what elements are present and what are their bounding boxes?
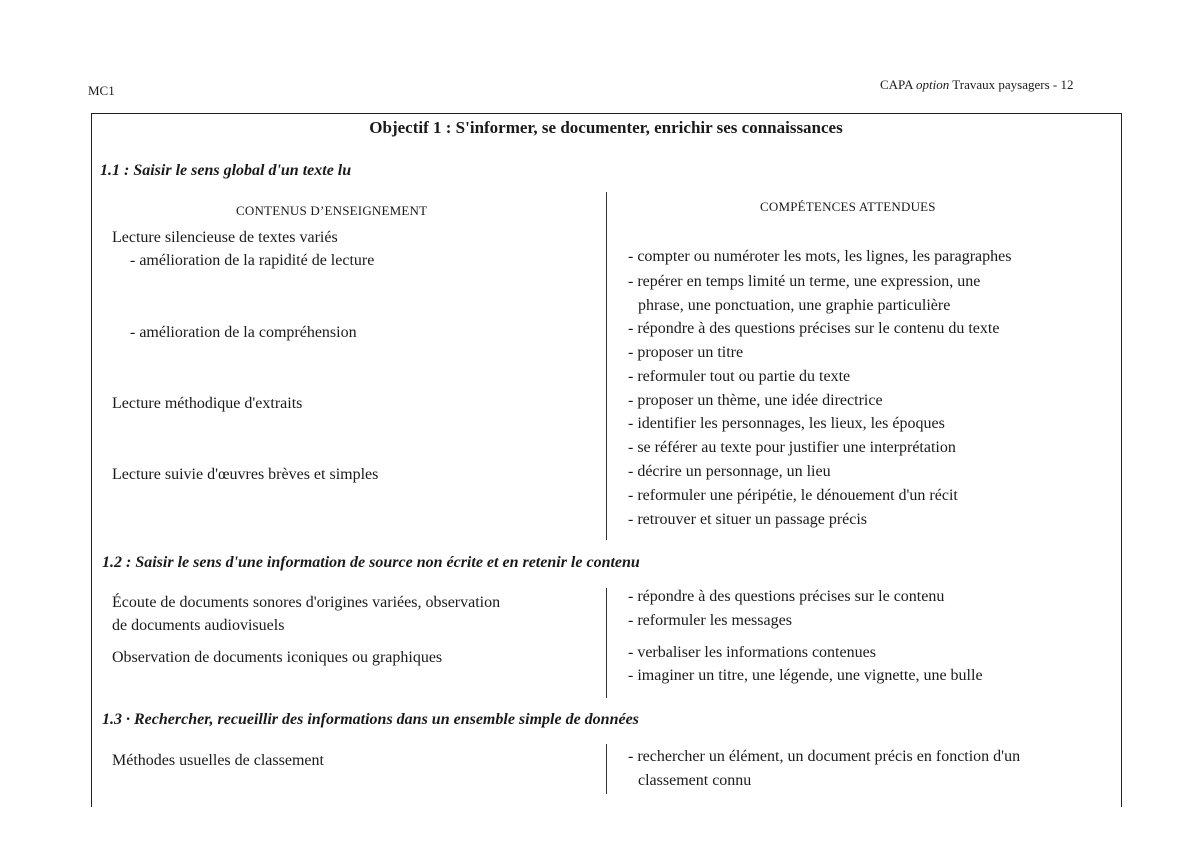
s1-right-item: - proposer un thème, une idée directrice: [628, 392, 883, 409]
s1-right-item: - se référer au texte pour justifier une interprétation: [628, 439, 956, 456]
s1-left-item: - amélioration de la compréhension: [130, 324, 357, 341]
s3-left-item: Méthodes usuelles de classement: [112, 752, 324, 769]
s1-right-item: - retrouver et situer un passage précis: [628, 511, 868, 528]
s2-left-item: Observation de documents iconiques ou graphiques: [112, 649, 443, 666]
frame-right-border: [1121, 113, 1122, 807]
header-left: MC1: [88, 83, 115, 98]
section-1-heading: 1.1 : Saisir le sens global d'un texte lu: [100, 162, 352, 179]
s2-right-item: - verbaliser les informations contenues: [628, 644, 876, 661]
s1-right-item: - compter ou numéroter les mots, les lignes, les paragraphes: [628, 248, 1012, 265]
s1-right-item: - identifier les personnages, les lieux, les époques: [628, 415, 945, 432]
frame-top-border: [91, 113, 1122, 114]
section-3-heading: 1.3 · Rechercher, recueillir des informations dans un ensemble simple de données: [102, 711, 639, 728]
s2-right-item: - répondre à des questions précises sur le contenu: [628, 588, 945, 605]
s1-right-item: - repérer en temps limité un terme, une expression, une: [628, 273, 981, 290]
header-right: [880, 77, 1073, 93]
frame-left-border: [91, 113, 92, 807]
header-right-pre: CAPA: [880, 77, 917, 92]
column-header-competences: COMPÉTENCES ATTENDUES: [760, 199, 936, 214]
s1-right-item: phrase, une ponctuation, une graphie particulière: [638, 297, 951, 314]
s1-left-item: Lecture méthodique d'extraits: [112, 395, 303, 412]
s1-right-item: - répondre à des questions précises sur le contenu du texte: [628, 320, 1000, 337]
s1-left-item: Lecture suivie d'œuvres brèves et simples: [112, 466, 379, 483]
section-1-divider: [606, 192, 607, 540]
s1-left-item: - amélioration de la rapidité de lecture: [130, 252, 375, 269]
s1-right-item: - proposer un titre: [628, 344, 744, 361]
s3-right-item: classement connu: [638, 772, 752, 789]
section-2-heading: 1.2 : Saisir le sens d'une information de source non écrite et en retenir le contenu: [102, 554, 640, 571]
s1-left-item: Lecture silencieuse de textes variés: [112, 229, 338, 246]
s1-right-item: - reformuler tout ou partie du texte: [628, 368, 851, 385]
s2-left-item: de documents audiovisuels: [112, 617, 285, 634]
s2-right-item: - reformuler les messages: [628, 612, 792, 629]
s2-left-item: Écoute de documents sonores d'origines variées, observation: [112, 594, 501, 611]
header-right-post: Travaux paysagers - 12: [949, 77, 1074, 92]
s1-right-item: - reformuler une péripétie, le dénouement d'un récit: [628, 487, 958, 504]
section-2-divider: [606, 588, 607, 698]
column-header-contenus: CONTENUS D’ENSEIGNEMENT: [236, 203, 428, 218]
s1-right-item: - décrire un personnage, un lieu: [628, 463, 831, 480]
s3-right-item: - rechercher un élément, un document précis en fonction d'un: [628, 748, 1021, 765]
s2-right-item: - imaginer un titre, une légende, une vignette, une bulle: [628, 667, 983, 684]
objective-title: Objectif 1 : S'informer, se documenter, enrichir ses connaissances: [369, 118, 843, 137]
header-right-em: option: [916, 77, 950, 92]
section-3-divider: [606, 744, 607, 794]
